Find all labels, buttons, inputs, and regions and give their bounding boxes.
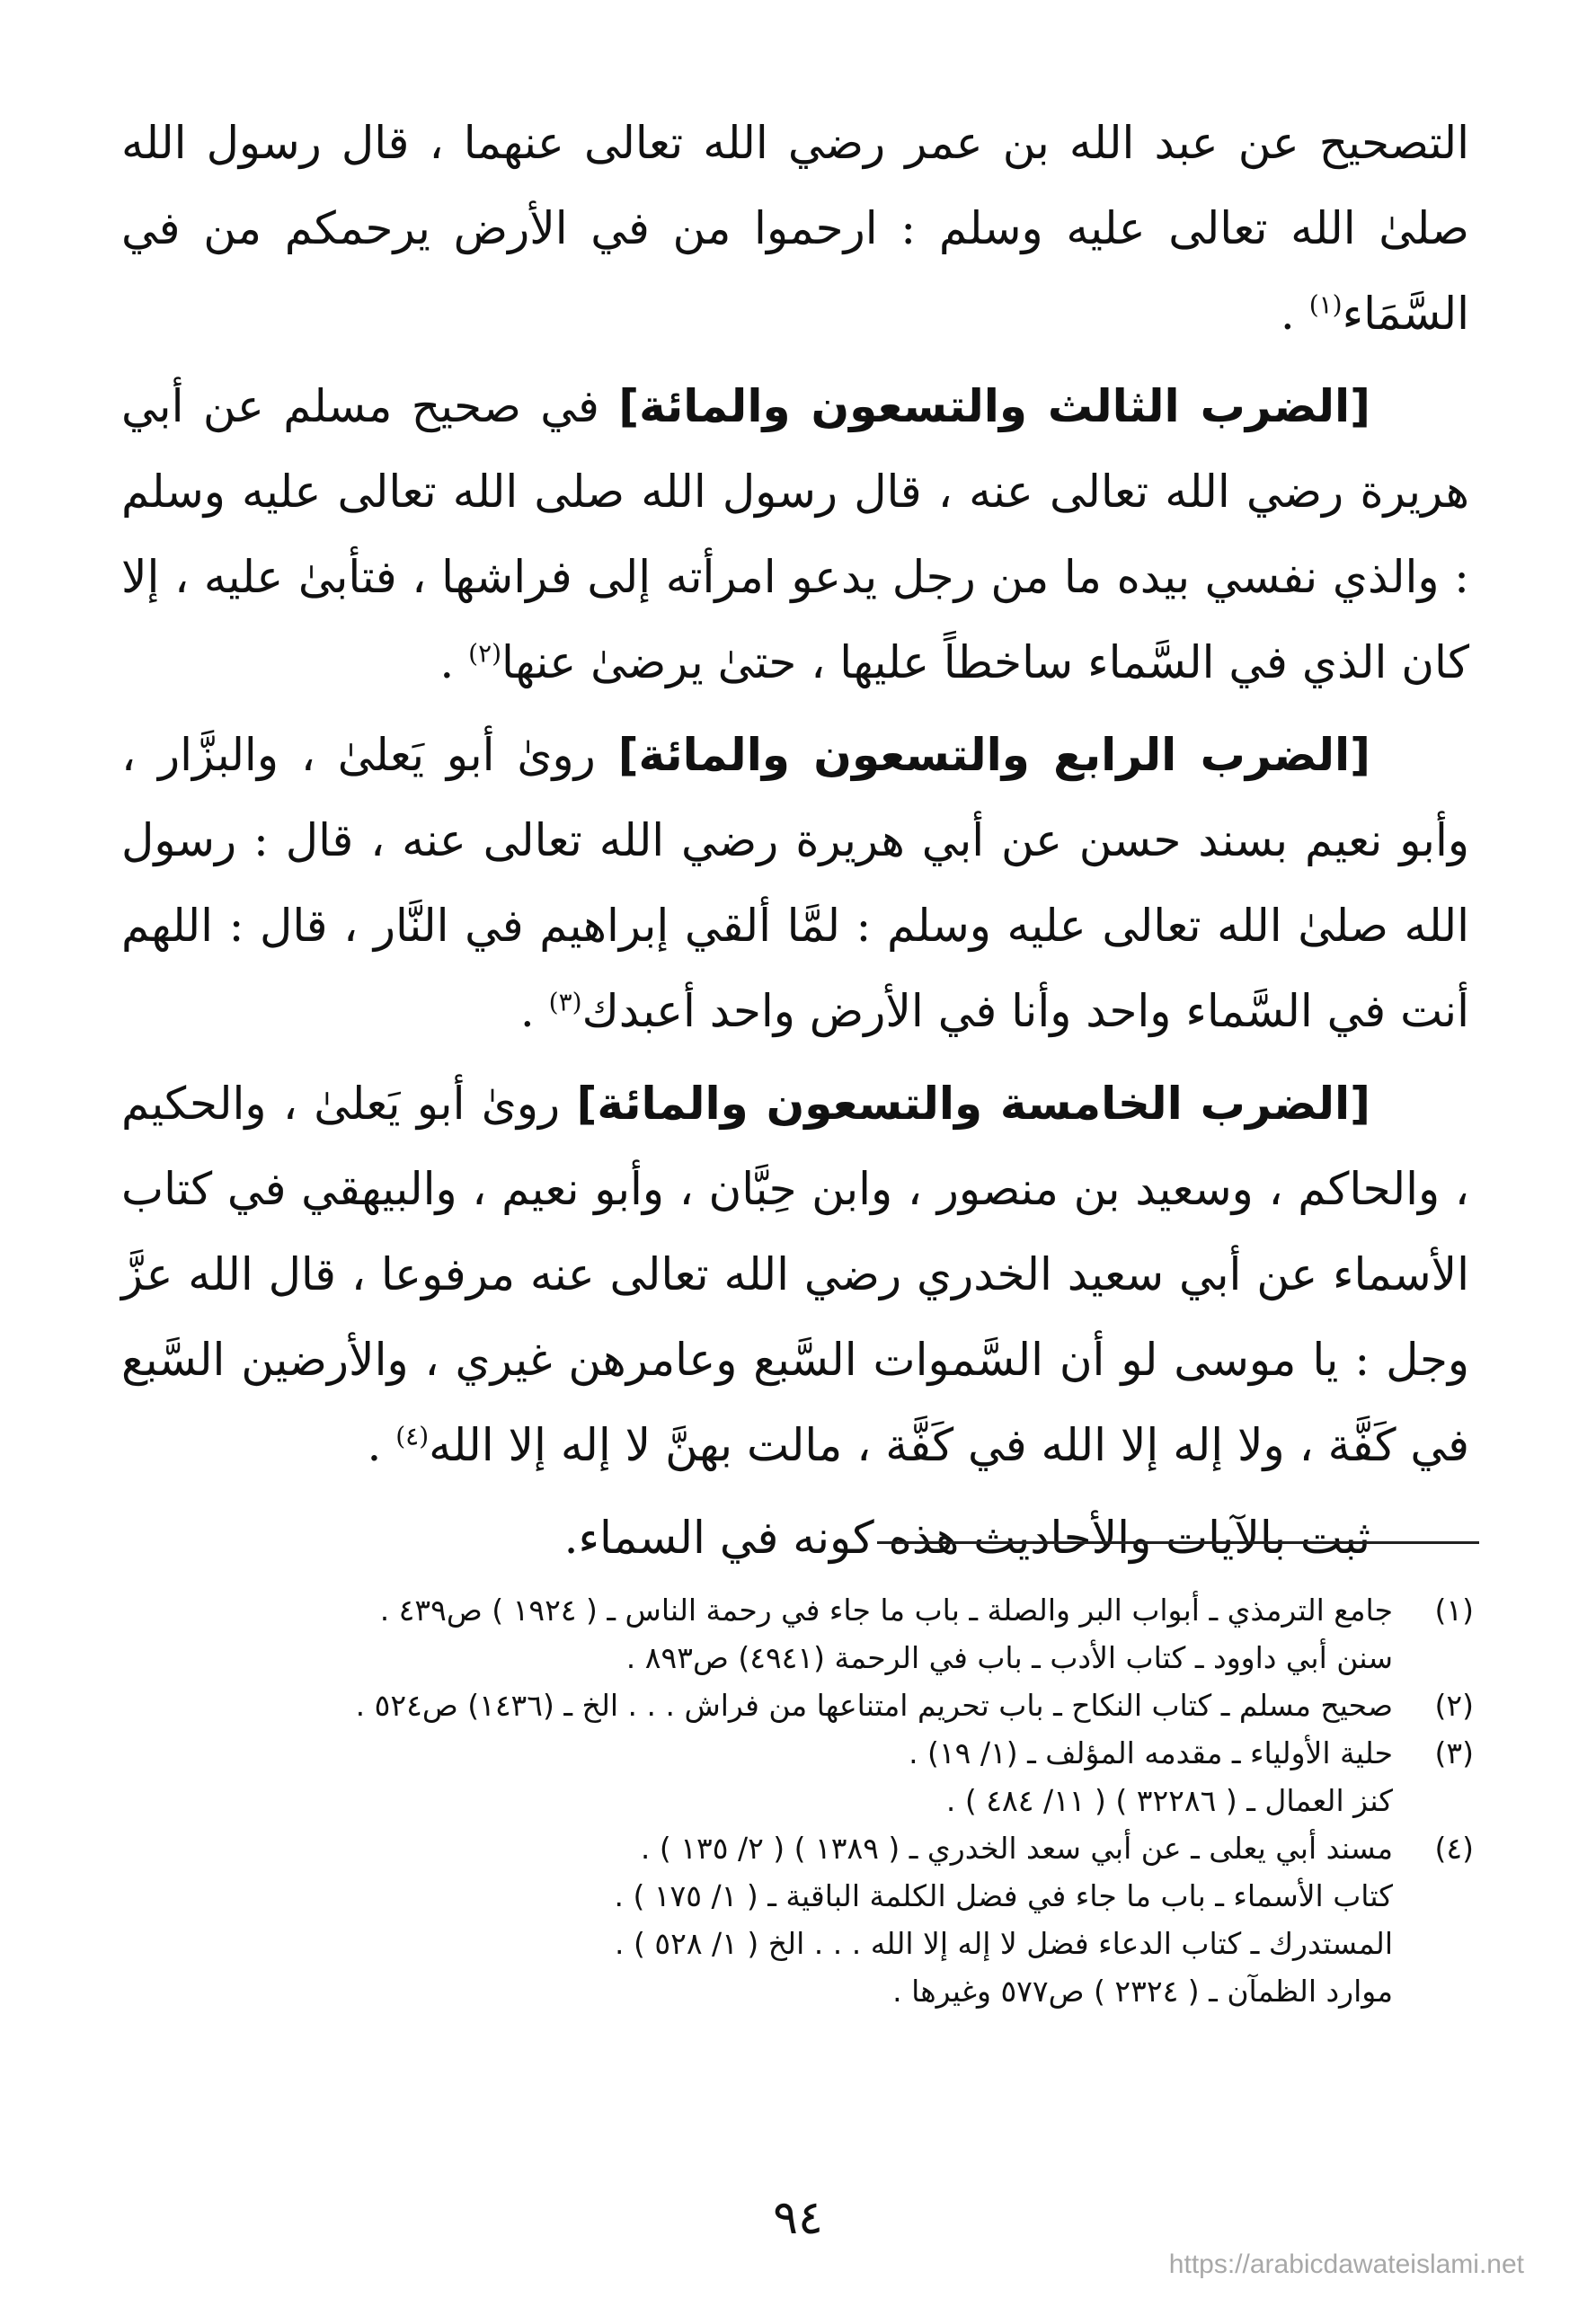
watermark-url: https://arabicdawateislami.net bbox=[1168, 2249, 1524, 2279]
footnote-ref[interactable]: (١) bbox=[1308, 289, 1343, 320]
footnote-line: كتاب الأسماء ـ باب ما جاء في فضل الكلمة الباقية ـ ( ١/ ١٧٥ ) . bbox=[614, 1878, 1393, 1913]
paragraph-tail: . bbox=[439, 636, 469, 688]
footnote-line: صحيح مسلم ـ كتاب النكاح ـ باب تحريم امتناعها من فراش . . . الخ ـ (١٤٣٦) ص٥٢٤ . bbox=[355, 1688, 1393, 1723]
footnote-divider bbox=[877, 1541, 1479, 1544]
footnote-line: حلية الأولياء ـ مقدمه المؤلف ـ (١/ ١٩) . bbox=[909, 1735, 1393, 1770]
footnote-number: (٢) bbox=[1434, 1688, 1474, 1723]
section-heading: [الضرب الرابع والتسعون والمائة] bbox=[617, 729, 1371, 781]
footnote-3 bbox=[135, 1729, 1474, 1824]
section-heading: [الضرب الخامسة والتسعون والمائة] bbox=[576, 1078, 1370, 1130]
footnote-body bbox=[135, 1824, 1393, 2015]
footnote-line: المستدرك ـ كتاب الدعاء فضل لا إله إلا الله . . . الخ ( ١/ ٥٢٨ ) . bbox=[615, 1926, 1393, 1961]
footnote-line: سنن أبي داوود ـ كتاب الأدب ـ باب في الرحمة (٤٩٤١) ص٨٩٣ . bbox=[625, 1640, 1393, 1675]
paragraph-text: التصحيح عن عبد الله بن عمر رضي الله تعالى عنهما ، قال رسول الله صلىٰ الله تعالى عليه وسلم : ارحموا من في الأرض يرحمكم من في السَّمَاء bbox=[121, 117, 1469, 340]
page-number: ٩٤ bbox=[773, 2191, 823, 2245]
paragraph-tail: . bbox=[519, 985, 549, 1037]
paragraph-3 bbox=[121, 713, 1469, 1054]
paragraph-text: في صحيح مسلم عن أبي هريرة رضي الله تعالى عنه ، قال رسول الله صلى الله تعالى عليه وسلم : والذي نفسي بيده ما من رجل يدعو امرأته إلى فراشها ، فتأبىٰ عليه ، إلا كان الذي في السَّماء ساخطاً عليها ، حتىٰ يرضىٰ عنها bbox=[121, 380, 1469, 688]
footnote-body bbox=[135, 1586, 1393, 1681]
footnote-ref[interactable]: (٤) bbox=[395, 1421, 430, 1451]
footnote-ref[interactable]: (٣) bbox=[548, 987, 582, 1017]
footnote-number: (١) bbox=[1434, 1593, 1474, 1628]
footnote-number: (٣) bbox=[1434, 1735, 1474, 1770]
footnote-number: (٤) bbox=[1434, 1831, 1474, 1866]
section-heading: [الضرب الثالث والتسعون والمائة] bbox=[618, 380, 1370, 432]
footnote-ref[interactable]: (٢) bbox=[468, 638, 502, 669]
footnote-line: جامع الترمذي ـ أبواب البر والصلة ـ باب ما جاء في رحمة الناس ـ ( ١٩٢٤ ) ص٤٣٩ . bbox=[379, 1593, 1393, 1628]
paragraph-text: روىٰ أبو يَعلىٰ ، والبزَّار ، وأبو نعيم بسند حسن عن أبي هريرة رضي الله تعالى عنه ، قال : رسول الله صلىٰ الله تعالى عليه وسلم : لمَّا ألقي إبراهيم في النَّار ، قال : اللهم أنت في السَّماء واحد وأنا في الأرض واحد أعبدك bbox=[121, 729, 1469, 1037]
footnote-line: كنز العمال ـ ( ٣٢٢٨٦ ) ( ١١/ ٤٨٤ ) . bbox=[945, 1783, 1393, 1818]
footnote-4 bbox=[135, 1824, 1474, 2015]
paragraph-1 bbox=[121, 101, 1469, 357]
footnote-body bbox=[135, 1729, 1393, 1824]
main-text bbox=[121, 101, 1469, 1588]
footnote-1 bbox=[135, 1586, 1474, 1681]
footnote-2 bbox=[135, 1681, 1474, 1729]
paragraph-text: روىٰ أبو يَعلىٰ ، والحكيم ، والحاكم ، وسعيد بن منصور ، وابن حِبَّان ، وأبو نعيم ، والبيهقي في كتاب الأسماء عن أبي سعيد الخدري رضي الله تعالى عنه مرفوعا ، قال الله عزَّ وجل : يا موسى لو أن السَّموات السَّبع وعامرهن غيري ، والأرضين السَّبع في كَفَّة ، ولا إله إلا الله في كَفَّة ، مالت بهنَّ لا إله إلا الله bbox=[121, 1078, 1469, 1471]
footnote-line: موارد الظمآن ـ ( ٢٣٢٤ ) ص٥٧٧ وغيرها . bbox=[892, 1974, 1393, 2009]
paragraph-tail: . bbox=[367, 1419, 396, 1471]
paragraph-2 bbox=[121, 364, 1469, 705]
footnote-line: مسند أبي يعلى ـ عن أبي سعد الخدري ـ ( ١٣٨٩ ) ( ٢/ ١٣٥ ) . bbox=[640, 1831, 1393, 1866]
footnote-body bbox=[135, 1681, 1393, 1729]
paragraph-tail: . bbox=[1280, 288, 1309, 340]
paragraph-4 bbox=[121, 1061, 1469, 1488]
footnotes bbox=[135, 1586, 1474, 2015]
closing-line: ثبت بالآيات والأحاديث هذه كونه في السماء. bbox=[563, 1512, 1370, 1564]
